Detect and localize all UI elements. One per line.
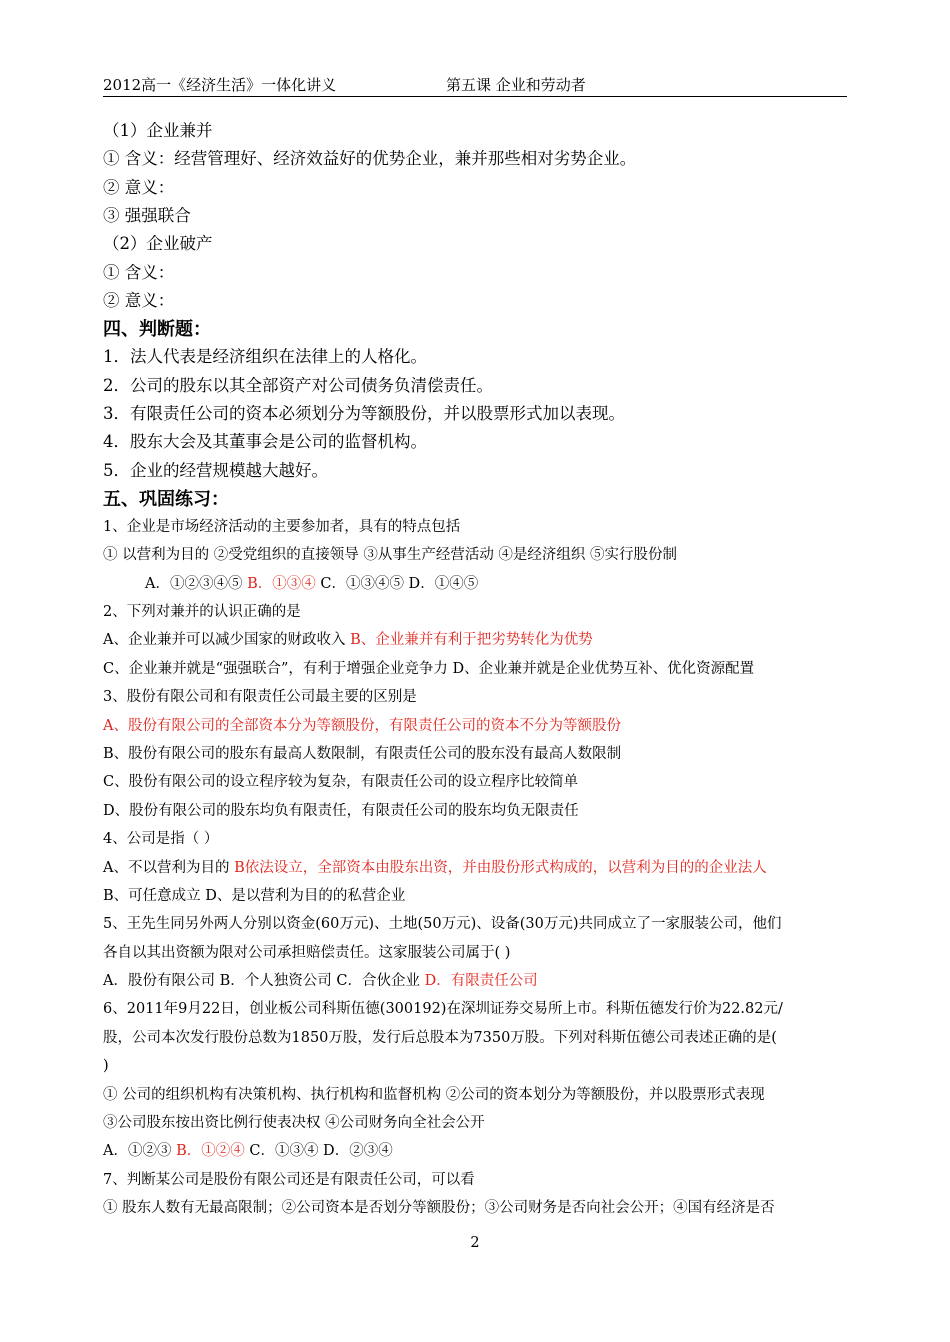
q2-answer-b: B、企业兼并有利于把劣势转化为优势: [350, 632, 593, 648]
q1-stem: 1、企业是市场经济活动的主要参加者，具有的特点包括: [103, 519, 461, 535]
q6-choices: [103, 1141, 393, 1161]
q1-choice-a: A．①②③④⑤: [145, 576, 248, 592]
q1-options: ① 以营利为目的 ②受党组织的直接领导 ③从事生产经营活动 ④是经济组织 ⑤实行股份制: [103, 547, 678, 563]
judgement-item-5: 5．企业的经营规模越大越好。: [103, 461, 328, 480]
q5-stem-line-2: 各自以其出资额为限对公司承担赔偿责任。这家服装公司属于( ): [103, 945, 511, 961]
q3-choice-d: D、股份有限公司的股东均负有限责任，有限责任公司的股东均负无限责任: [103, 803, 579, 819]
q7-options-line-1: ① 股东人数有无最高限制；②公司资本是否划分等额股份；③公司财务是否向社会公开；④国有经济是否: [103, 1200, 775, 1216]
bankruptcy-significance: ② 意义：: [103, 291, 175, 310]
q6-choice-a: A．①②③: [103, 1143, 177, 1159]
q2-choices-ab: [103, 630, 593, 650]
bankruptcy-definition: ① 含义：: [103, 263, 175, 282]
q6-answer-b: B．①②④: [176, 1143, 245, 1159]
q2-choices-cd: C、企业兼并就是“强强联合”，有利于增强企业竞争力 D、企业兼并就是企业优势互补、优化资源配置: [103, 661, 755, 677]
practice-heading: 五、巩固练习：: [103, 489, 229, 510]
q1-choices: [145, 574, 478, 594]
judgement-item-1: 1．法人代表是经济组织在法律上的人格化。: [103, 347, 427, 366]
q5-choice-abc: A．股份有限公司 B．个人独资公司 C．合伙企业: [103, 973, 425, 989]
q4-answer-b: B依法设立，全部资本由股东出资，并由股份形式构成的，以营利为目的的企业法人: [234, 860, 767, 876]
merge-significance: ② 意义：: [103, 178, 175, 197]
q2-choice-a: A、企业兼并可以减少国家的财政收入: [103, 632, 351, 648]
q3-choice-b: B、股份有限公司的股东有最高人数限制，有限责任公司的股东没有最高人数限制: [103, 746, 622, 762]
q4-choice-a: A、不以营利为目的: [103, 860, 235, 876]
q5-stem-line-1: 5、王先生同另外两人分别以资金(60万元)、土地(50万元)、设备(30万元)共同成立了一家服装公司，他们: [103, 916, 782, 932]
q6-stem-line-2: 股，公司本次发行股份总数为1850万股，发行后总股本为7350万股。下列对科斯伍德公司表述正确的是(: [103, 1030, 777, 1046]
q6-stem-line-3: ): [103, 1058, 109, 1074]
judgement-item-3: 3．有限责任公司的资本必须划分为等额股份，并以股票形式加以表现。: [103, 404, 625, 423]
q6-options-line-2: ③公司股东按出资比例行使表决权 ④公司财务向全社会公开: [103, 1115, 485, 1131]
judgement-item-2: 2．公司的股东以其全部资产对公司债务负清偿责任。: [103, 376, 493, 395]
q6-stem-line-1: 6、2011年9月22日，创业板公司科斯伍德(300192)在深圳证券交易所上市。科斯伍德发行价为22.82元/: [103, 1001, 783, 1017]
q3-answer-a: A、股份有限公司的全部资本分为等额股份，有限责任公司的资本不分为等额股份: [103, 718, 621, 734]
merge-strong-union: ③ 强强联合: [103, 206, 191, 225]
q4-choices-ab: [103, 858, 767, 878]
judgement-heading: 四、判断题：: [103, 319, 211, 340]
q6-choice-cd: C．①③④ D．②③④: [244, 1143, 393, 1159]
q7-stem: 7、判断某公司是股份有限公司还是有限责任公司，可以看: [103, 1172, 475, 1188]
merge-title: （1）企业兼并: [103, 121, 213, 140]
bankruptcy-title: （2）企业破产: [103, 234, 213, 253]
q5-answer-d: D．有限责任公司: [424, 973, 538, 989]
q3-choice-c: C、股份有限公司的设立程序较为复杂，有限责任公司的设立程序比较简单: [103, 774, 579, 790]
q4-choices-cd: B、可任意成立 D、是以营利为目的的私营企业: [103, 888, 406, 904]
q4-stem: 4、公司是指（ ）: [103, 831, 219, 847]
header-title: 2012高一《经济生活》一体化讲义: [103, 76, 337, 94]
q6-options-line-1: ① 公司的组织机构有决策机构、执行机构和监督机构 ②公司的资本划分为等额股份，并以股票形式表现: [103, 1087, 765, 1103]
page-number: 2: [470, 1235, 480, 1251]
judgement-item-4: 4．股东大会及其董事会是公司的监督机构。: [103, 432, 427, 451]
header-lesson: 第五课 企业和劳动者: [446, 76, 586, 94]
merge-definition: ① 含义：经营管理好、经济效益好的优势企业，兼并那些相对劣势企业。: [103, 149, 637, 168]
q1-choice-cd: C．①③④⑤ D．①④⑤: [315, 576, 479, 592]
q1-answer-b: B．①③④: [247, 576, 316, 592]
q5-choices: [103, 971, 538, 991]
page-header: [103, 74, 847, 97]
q3-stem: 3、股份有限公司和有限责任公司最主要的区别是: [103, 689, 417, 705]
q2-stem: 2、下列对兼并的认识正确的是: [103, 604, 301, 620]
